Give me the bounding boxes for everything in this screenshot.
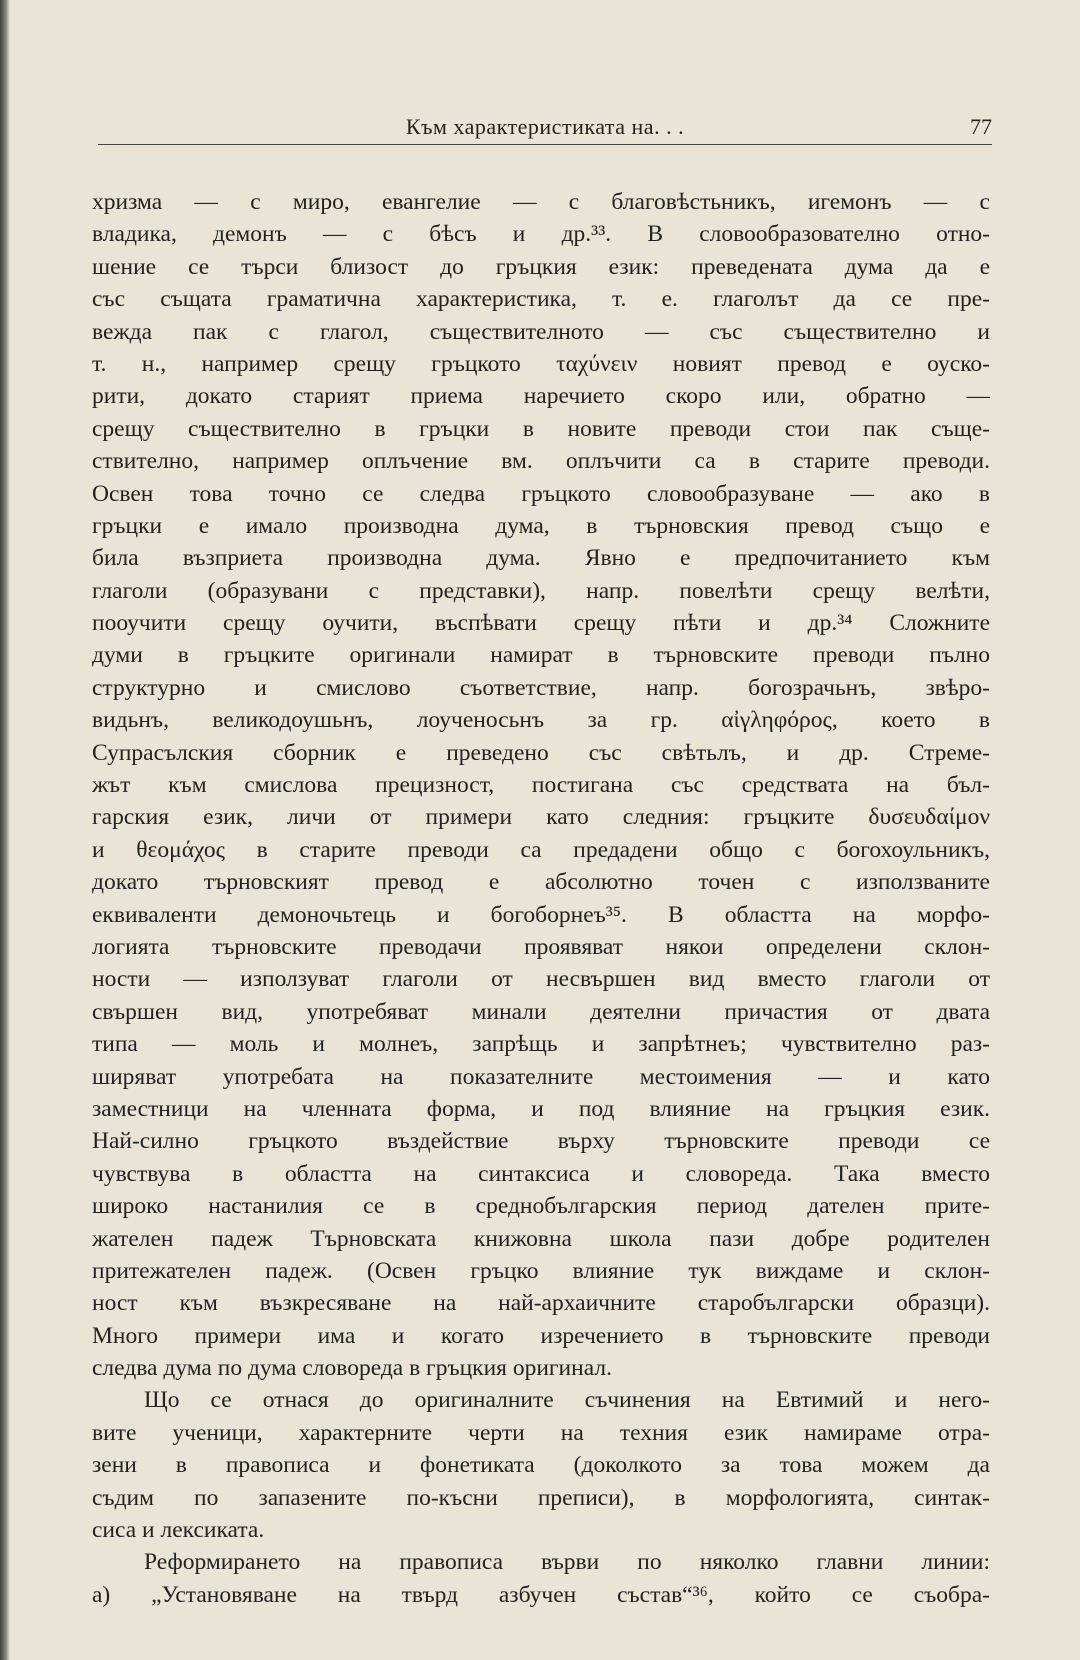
text-line: логията търновските преводачи проявяват някои определени склон-: [92, 933, 990, 960]
text-line: Най-силно гръцкото въздействие върху търновските преводи се: [92, 1128, 990, 1155]
text-line: глаголи (образувани с представки), напр. повелѣти срещу велѣти,: [92, 577, 990, 604]
text-line: докато търновският превод е абсолютно точен с използваните: [92, 869, 990, 896]
text-line: Супрасълския сборник е преведено със свѣтьлъ, и др. Стреме-: [92, 739, 990, 766]
running-title: Към характеристиката на. . .: [405, 114, 685, 139]
page-number: 77: [970, 114, 992, 139]
text-line: типа — моль и молнеъ, запрѣщь и запрѣтнеъ; чувствително раз-: [92, 1031, 990, 1058]
text-line: широко настанилия се в среднобългарския период дателен прите-: [92, 1193, 990, 1220]
text-line: Реформирането на правописа върви по няколко главни линии:: [144, 1549, 990, 1576]
text-line: шение се търси близост до гръцкия език: преведената дума да е: [92, 253, 990, 280]
text-line: рити, докато старият приема наречието скоро или, обратно —: [92, 383, 990, 410]
paragraph: [92, 1384, 990, 1546]
paragraph: [92, 186, 990, 1384]
text-line: структурно и смислово съответствие, напр. богозрачьнъ, звѣро-: [92, 674, 990, 701]
text-line: еквиваленти демоночьтець и богоборнеъ³⁵. В областта на морфо-: [92, 901, 990, 928]
text-line: сиса и лексиката.: [92, 1517, 265, 1544]
text-line: Много примери има и когато изречението в търновските преводи: [92, 1322, 990, 1349]
text-line: ствително, например оплъчение вм. оплъчити са в старите преводи.: [92, 448, 990, 475]
text-line: зени в правописа и фонетиката (доколкото за това можем да: [92, 1452, 990, 1479]
text-line: свършен вид, употребяват минали деятелни причастия от двата: [92, 998, 990, 1025]
text-line: заместници на членната форма, и под влияние на гръцкия език.: [92, 1095, 990, 1122]
text-line: т. н., например срещу гръцкото ταχύνειν новият превод е оуско-: [92, 350, 990, 377]
paragraph: [92, 1546, 990, 1611]
text-line: пооучити срещу оучити, въспѣвати срещу пѣти и др.³⁴ Сложните: [92, 610, 990, 637]
text-line: ности — използуват глаголи от несвършен вид вместо глаголи от: [92, 966, 990, 993]
text-line: ширяват употребата на показателните местоимения — и като: [92, 1063, 990, 1090]
text-line: гарския език, личи от примери като следния: гръцките δυσευδαίμον: [92, 804, 990, 831]
text-line: и θεομάχος в старите преводи са предадени общо с богохоульникъ,: [92, 836, 990, 863]
text-line: ност към възкресяване на най-архаичните старобългарски образци).: [92, 1290, 990, 1317]
text-line: със същата граматична характеристика, т. е. глаголът да се пре-: [92, 286, 990, 313]
text-line: владика, демонъ — с бѣсъ и др.³³. В словообразователно отно-: [92, 221, 990, 248]
running-header: [98, 110, 992, 145]
text-line: била възприета производна дума. Явно е предпочитанието към: [92, 545, 990, 572]
text-line: жателен падеж Търновската книжовна школа пази добре родителен: [92, 1225, 990, 1252]
body-text: [92, 186, 990, 1611]
text-line: Що се отнася до оригиналните съчинения на Евтимий и него-: [144, 1387, 990, 1414]
text-line: видьнъ, великодоушьнъ, лоученосьнъ за гр. αἰγληφόρος, което в: [92, 707, 990, 734]
text-line: следва дума по дума словореда в гръцкия оригинал.: [92, 1355, 612, 1382]
text-line: вите ученици, характерните черти на техния език намираме отра-: [92, 1419, 990, 1446]
text-line: притежателен падеж. (Освен гръцко влияние тук виждаме и склон-: [92, 1257, 990, 1284]
text-line: гръцки е имало производна дума, в търновския превод също е: [92, 512, 990, 539]
text-line: вежда пак с глагол, съществителното — със съществително и: [92, 318, 990, 345]
text-line: жът към смислова прецизност, постигана със средствата на бъл-: [92, 772, 990, 799]
text-line: Освен това точно се следва гръцкото словообразуване — ако в: [92, 480, 990, 507]
text-line: чувствува в областта на синтаксиса и словореда. Така вместо: [92, 1160, 990, 1187]
text-line: съдим по запазените по-късни преписи), в морфологията, синтак-: [92, 1484, 990, 1511]
text-line: хризма — с миро, евангелие — с благовѣстьникъ, игемонъ — с: [92, 189, 990, 215]
text-line: срещу съществително в гръцки в новите преводи стои пак същe-: [92, 415, 990, 442]
text-line: думи в гръцките оригинали намират в търновските преводи пълно: [92, 642, 990, 669]
text-line: а) „Установяване на твърд азбучен състав“³⁶, който се съобра-: [92, 1581, 990, 1608]
